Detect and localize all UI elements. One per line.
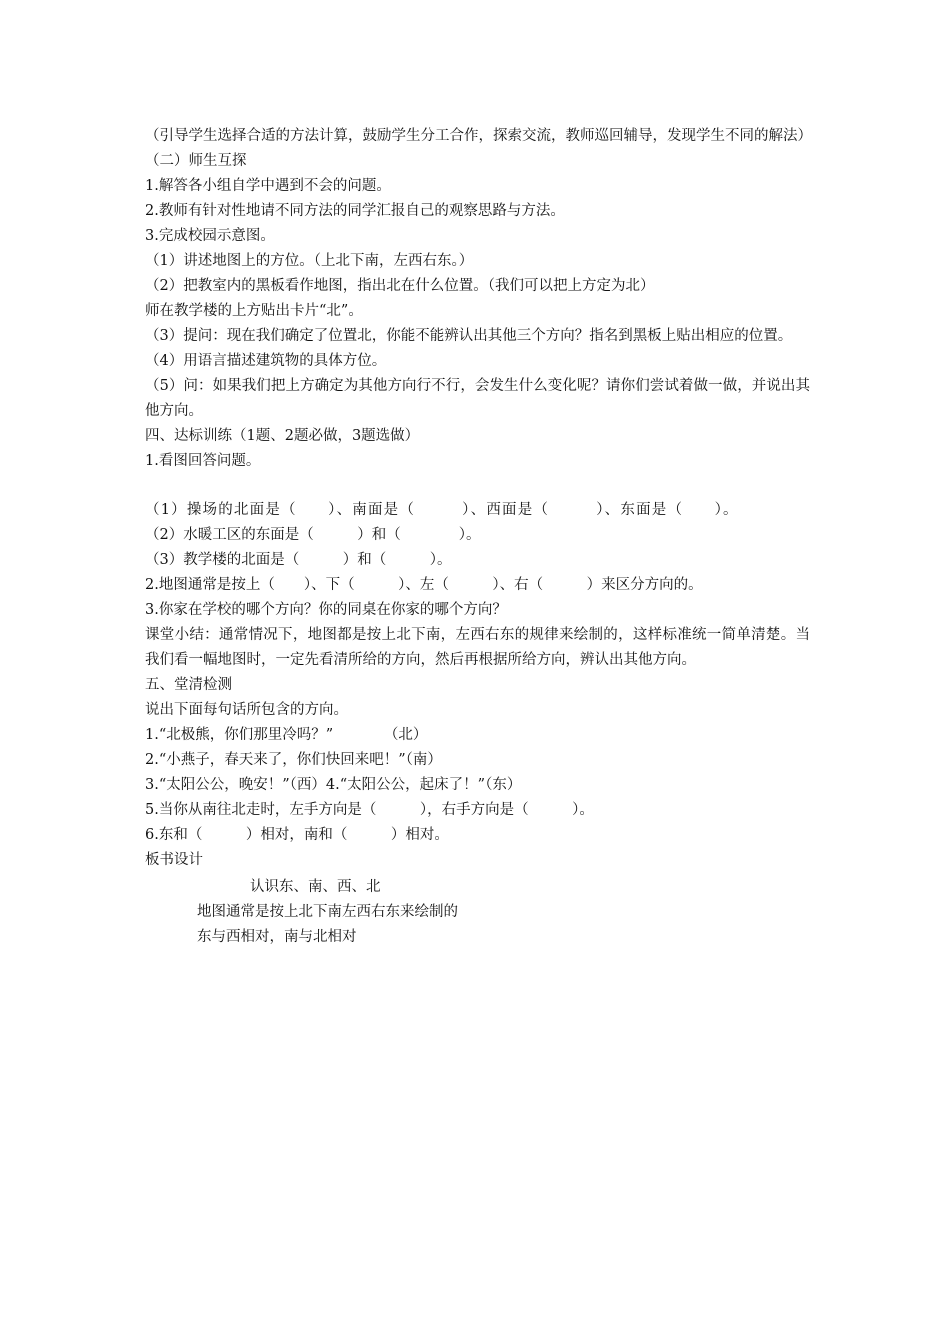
- class-summary: 课堂小结：通常情况下，地图都是按上北下南，左西右东的规律来绘制的，这样标准统一简单清楚。当我们看一幅地图时，一定先看清所给的方向，然后再根据所给方向，辨认出其他方向。: [145, 627, 810, 668]
- test-item-2: 2.“小燕子，春天来了，你们快回来吧！”（南）: [145, 752, 442, 768]
- test-intro: 说出下面每句话所包含的方向。: [145, 702, 348, 718]
- paragraph-item-2: 2.教师有针对性地请不同方法的同学汇报自己的观察思路与方法。: [145, 203, 565, 219]
- paragraph-sub-2: （2）把教室内的黑板看作地图，指出北在什么位置。（我们可以把上方定为北）: [145, 278, 655, 294]
- exercise-1-sub-2: （2）水暖工区的东面是（ ）和（ ）。: [145, 527, 481, 543]
- exercise-1-sub-3: （3）教学楼的北面是（ ）和（ ）。: [145, 552, 452, 568]
- paragraph-item-1: 1.解答各小组自学中遇到不会的问题。: [145, 178, 391, 194]
- paragraph-sub-3: （3）提问：现在我们确定了位置北，你能不能辨认出其他三个方向？指名到黑板上贴出相应的位置。: [145, 328, 793, 344]
- exercise-3: 3.你家在学校的哪个方向？你的同桌在你家的哪个方向？: [145, 602, 507, 618]
- paragraph-item-3: 3.完成校园示意图。: [145, 228, 275, 244]
- test-item-1: 1.“北极熊，你们那里冷吗？” （北）: [145, 727, 428, 743]
- board-design: [145, 875, 810, 950]
- paragraph-sub-4: （4）用语言描述建筑物的具体方位。: [145, 353, 387, 369]
- paragraph-sub-5: （5）问：如果我们把上方确定为其他方向行不行，会发生什么变化呢？请你们尝试着做一做，并说出其他方向。: [145, 378, 810, 419]
- section-heading-2: （二）师生互探: [145, 153, 247, 169]
- section-heading-5: 五、堂清检测: [145, 677, 232, 693]
- paragraph-guide: （引导学生选择合适的方法计算，鼓励学生分工合作，探索交流，教师巡回辅导，发现学生不同的解法）: [145, 128, 812, 144]
- board-title: 认识东、南、西、北: [250, 879, 381, 895]
- test-item-5: 5.当你从南往北走时，左手方向是（ ），右手方向是（ ）。: [145, 802, 594, 818]
- board-design-heading: 板书设计: [145, 852, 203, 868]
- paragraph-sub-1: （1）讲述地图上的方位。（上北下南，左西右东。）: [145, 253, 474, 269]
- test-item-6: 6.东和（ ）相对，南和（ ）相对。: [145, 827, 449, 843]
- board-line-1: 地图通常是按上北下南左西右东来绘制的: [197, 904, 458, 920]
- section-heading-4: 四、达标训练（1题、2题必做，3题选做）: [145, 428, 420, 444]
- board-line-2: 东与西相对，南与北相对: [197, 929, 357, 945]
- blank-gap: [145, 474, 810, 498]
- paragraph-card-north: 师在教学楼的上方贴出卡片“北”。: [145, 303, 363, 319]
- test-item-3-4: 3.“太阳公公，晚安！”（西）4.“太阳公公，起床了！”（东）: [145, 777, 522, 793]
- exercise-2: 2.地图通常是按上（ ）、下（ ）、左（ ）、右（ ）来区分方向的。: [145, 577, 703, 593]
- document-page: [145, 124, 810, 950]
- exercise-1-sub-1: （1）操场的北面是（ ）、南面是（ ）、西面是（ ）、东面是（ ）。: [145, 502, 739, 518]
- exercise-1: 1.看图回答问题。: [145, 453, 261, 469]
